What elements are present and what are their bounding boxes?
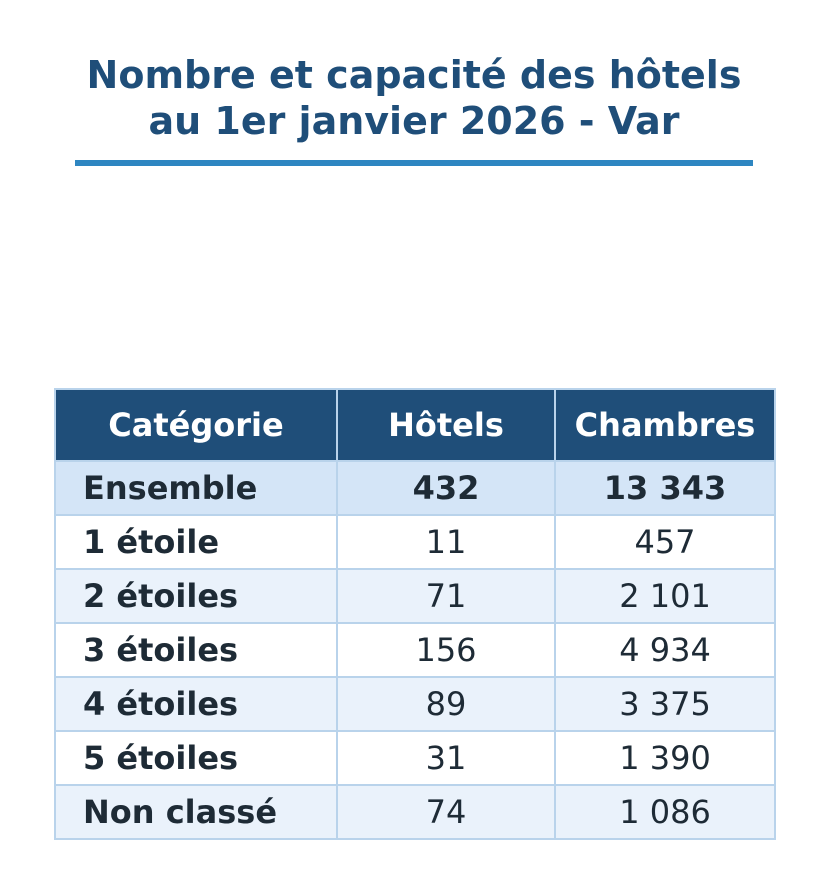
cell-hotels: 89: [337, 677, 555, 731]
cell-hotels: 71: [337, 569, 555, 623]
cell-hotels: 432: [337, 461, 555, 515]
cell-hotels: 156: [337, 623, 555, 677]
cell-categorie: 1 étoile: [55, 515, 337, 569]
cell-chambres: 4 934: [555, 623, 775, 677]
hotels-table: [54, 388, 776, 840]
table-row: [55, 731, 775, 785]
table-row: [55, 515, 775, 569]
cell-hotels: 11: [337, 515, 555, 569]
header-chambres: Chambres: [555, 389, 775, 461]
table-row: [55, 785, 775, 839]
cell-categorie: Ensemble: [55, 461, 337, 515]
cell-categorie: 4 étoiles: [55, 677, 337, 731]
cell-categorie: 3 étoiles: [55, 623, 337, 677]
cell-hotels: 74: [337, 785, 555, 839]
cell-hotels: 31: [337, 731, 555, 785]
cell-categorie: Non classé: [55, 785, 337, 839]
cell-categorie: 5 étoiles: [55, 731, 337, 785]
table-row: [55, 623, 775, 677]
table-row-total: [55, 461, 775, 515]
title-underline: [75, 160, 753, 166]
header-hotels: Hôtels: [337, 389, 555, 461]
table-header-row: [55, 389, 775, 461]
table-row: [55, 677, 775, 731]
cell-chambres: 1 390: [555, 731, 775, 785]
page-title-line-1: Nombre et capacité des hôtels: [86, 53, 742, 97]
table-row: [55, 569, 775, 623]
page-title-line-2: au 1er janvier 2026 - Var: [148, 99, 680, 143]
cell-chambres: 1 086: [555, 785, 775, 839]
cell-categorie: 2 étoiles: [55, 569, 337, 623]
header-categorie: Catégorie: [55, 389, 337, 461]
cell-chambres: 2 101: [555, 569, 775, 623]
cell-chambres: 3 375: [555, 677, 775, 731]
cell-chambres: 457: [555, 515, 775, 569]
cell-chambres: 13 343: [555, 461, 775, 515]
